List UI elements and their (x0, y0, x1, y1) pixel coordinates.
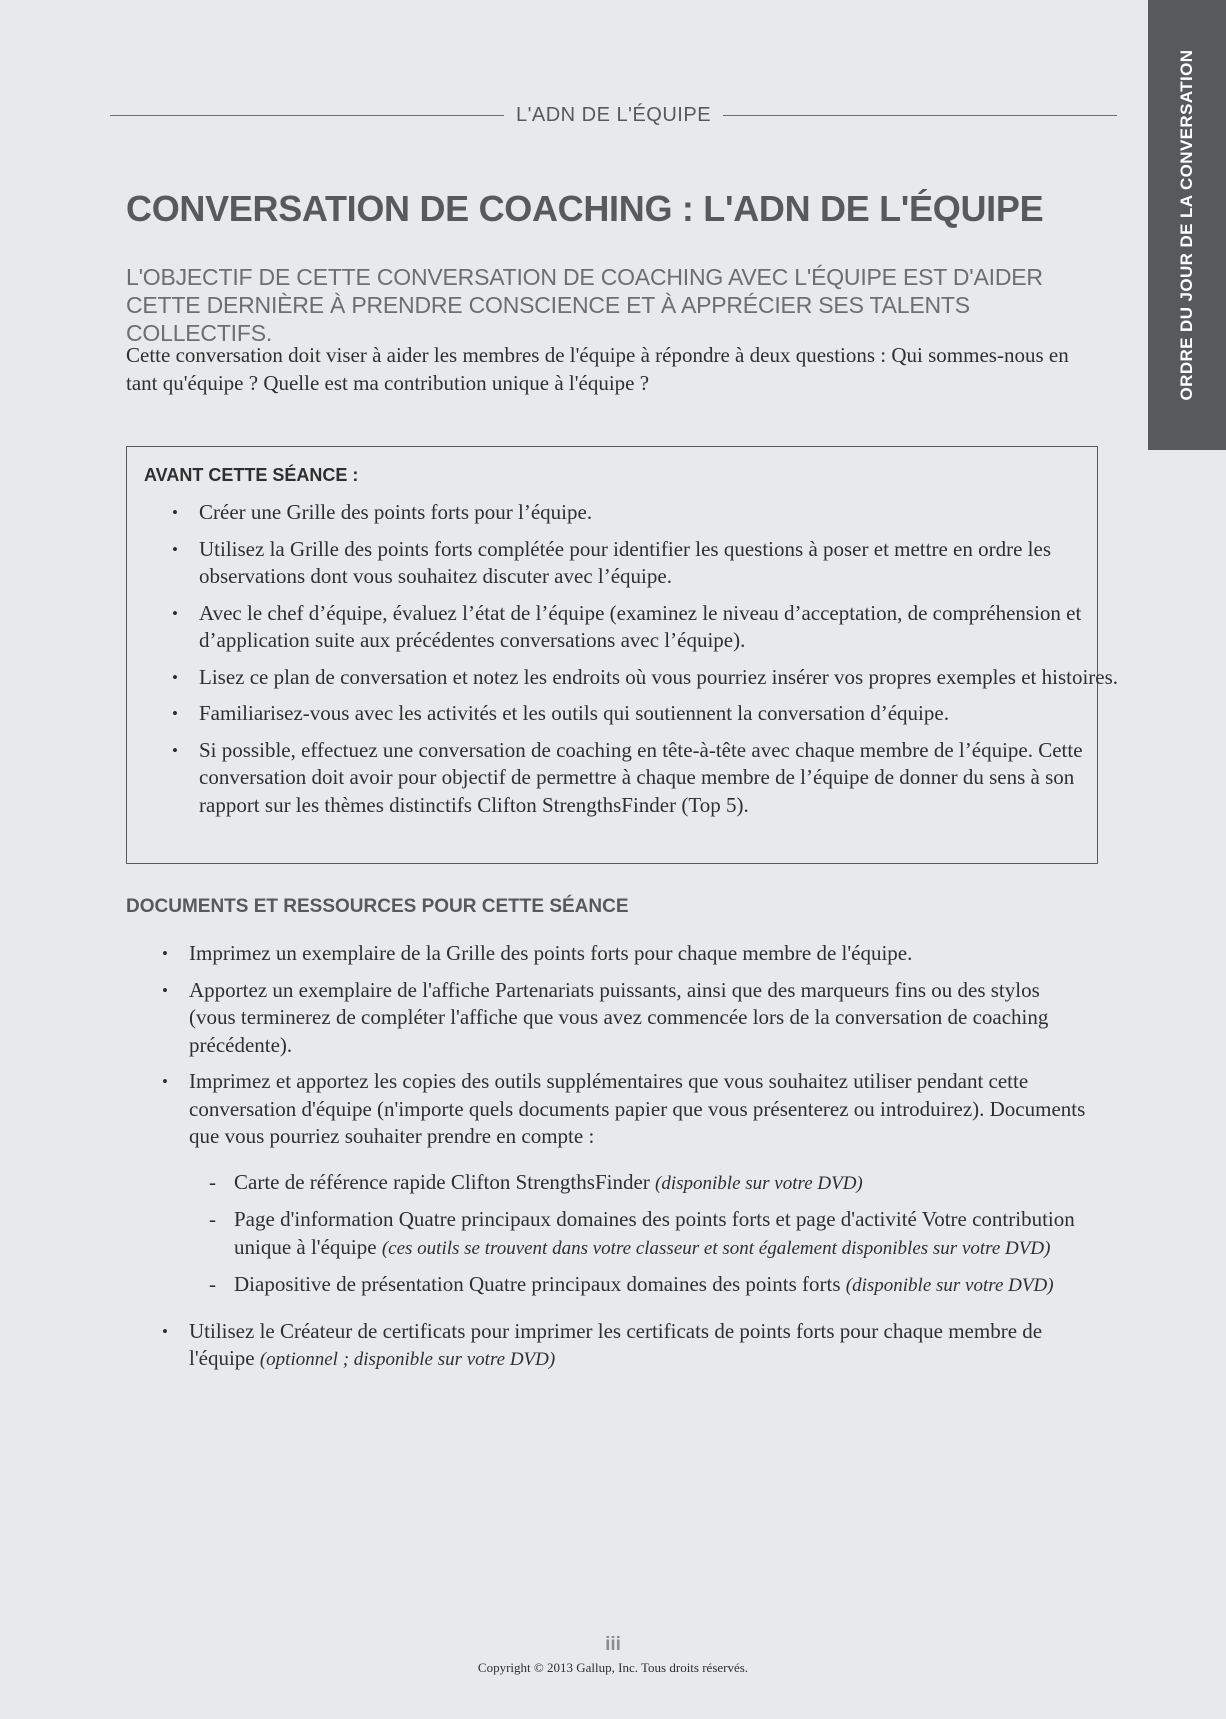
side-tab (1148, 0, 1226, 450)
list-item (189, 940, 1090, 968)
list-item (189, 1068, 1090, 1300)
page-title: CONVERSATION DE COACHING : L'ADN DE L'ÉQUIPE (126, 188, 1044, 229)
running-header (110, 104, 1117, 127)
documents-sublist (189, 1169, 1090, 1300)
list-item: • Si possible, effectuez une conversation de coaching en tête-à-tête avec chaque membre de l’équipe. Cette conversation doit avoir pour objectif de permettre à chaque membre de l’équipe de donner du sens à son rapport sur les thèmes distinctifs Clifton StrengthsFinder (Top 5). (199, 737, 1139, 820)
sublist-item (234, 1271, 1090, 1300)
intro-paragraph: Cette conversation doit viser à aider les membres de l'équipe à répondre à deux questions : Qui sommes-nous en tant qu'équipe ? Quelle est ma contribution unique à l'équipe ? (126, 343, 1069, 395)
side-tab-label: ORDRE DU JOUR DE LA CONVERSATION (1177, 49, 1196, 401)
sublist-item (234, 1206, 1090, 1262)
resource-text: Imprimez et apportez les copies des outils supplémentaires que vous souhaitez utiliser pendant cette conversation d'équipe (n'importe quels documents papier que vous présenterez ou introduirez). Documents que vous pourriez souhaiter prendre en compte : (189, 1069, 1086, 1148)
availability-note: (disponible sur votre DVD) (845, 1275, 1054, 1296)
subtitle (126, 263, 1106, 347)
copyright-notice: Copyright © 2013 Gallup, Inc. Tous droits réservés. (477, 1660, 749, 1675)
list-item (189, 1318, 1090, 1374)
availability-note: (disponible sur votre DVD) (655, 1172, 863, 1194)
before-session-box (126, 446, 1119, 864)
list-item: • Créer une Grille des points forts pour l’équipe. (199, 499, 1139, 527)
before-session-list (127, 499, 1139, 828)
resource-text: Apportez un exemplaire de l'affiche Partenariats puissants, ainsi que des marqueurs fins ou des stylos (vous terminerez de compléter l'affiche que vous avez commencée lors de la conversation de coaching précédente). (189, 977, 1049, 1057)
resource-text: Utilisez le Créateur de certificats pour imprimer les certificats de points forts pour chaque membre de l'équipe (189, 1318, 1043, 1370)
running-header-label: L'ADN DE L'ÉQUIPE (515, 104, 712, 126)
resources-heading: DOCUMENTS ET RESSOURCES POUR CETTE SÉANCE (126, 896, 629, 917)
resources-list (0, 940, 1090, 1383)
list-item: • Familiarisez-vous avec les activités et les outils qui soutiennent la conversation d’équipe. (199, 700, 1139, 728)
subtitle-line-1: L'OBJECTIF DE CETTE CONVERSATION DE COACHING AVEC L'ÉQUIPE EST D'AIDER (126, 264, 1043, 290)
header-rule-right (723, 115, 1117, 116)
availability-note: (ces outils se trouvent dans votre classeur et sont également disponibles sur votre DVD) (381, 1237, 1051, 1259)
document-name: Carte de référence rapide Clifton StrengthsFinder (234, 1169, 650, 1194)
availability-note: (optionnel ; disponible sur votre DVD) (259, 1349, 556, 1370)
document-name: Diapositive de présentation Quatre principaux domaines des points forts (234, 1272, 841, 1296)
before-session-heading: AVANT CETTE SÉANCE : (144, 465, 359, 485)
page-number: iii (605, 1634, 621, 1655)
document-name: Page d'information Quatre principaux domaines des points forts et page d'activité Votre contribution unique à l'équipe (234, 1207, 1075, 1259)
sublist-item (234, 1169, 1090, 1198)
header-rule-left (110, 115, 504, 116)
list-item (189, 977, 1090, 1060)
resource-text: Imprimez un exemplaire de la Grille des points forts pour chaque membre de l'équipe. (189, 941, 913, 965)
subtitle-line-2: CETTE DERNIÈRE À PRENDRE CONSCIENCE ET À APPRÉCIER SES TALENTS COLLECTIFS. (126, 292, 970, 346)
list-item: • Avec le chef d’équipe, évaluez l’état de l’équipe (examinez le niveau d’acceptation, de compréhension et d’application suite aux précédentes conversations avec l’équipe). (199, 600, 1139, 655)
list-item: • Utilisez la Grille des points forts complétée pour identifier les questions à poser et mettre en ordre les observations dont vous souhaitez discuter avec l’équipe. (199, 536, 1139, 591)
list-item: • Lisez ce plan de conversation et notez les endroits où vous pourriez insérer vos propres exemples et histoires. (199, 664, 1139, 692)
